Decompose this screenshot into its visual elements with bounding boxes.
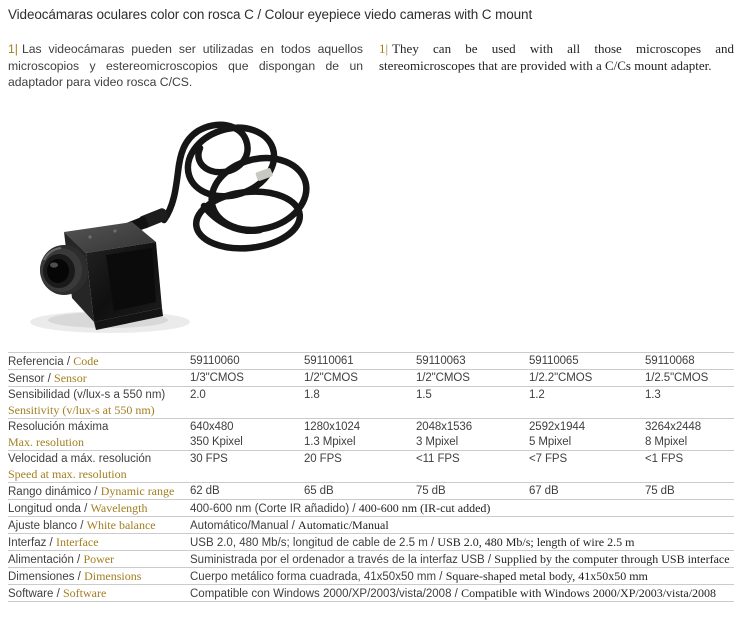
value-cell [190, 419, 304, 450]
row-value-wavelength [190, 500, 734, 517]
value-line-2: 1.3 Mpixel [304, 435, 356, 448]
value-cell: 67 dB [529, 484, 559, 497]
value-line-2: 350 Kpixel [190, 435, 243, 448]
value-cell: 65 dB [304, 484, 334, 497]
spec-row-dimensions [8, 568, 734, 585]
spec-row-speed [8, 451, 734, 483]
value-separator: / [484, 553, 495, 566]
label-es: Dimensiones [8, 570, 75, 583]
row-label-white-balance [8, 517, 190, 534]
label-en: White balance [86, 517, 156, 532]
intro-text-en: They can be used with all those microscopes and stereomicroscopes that are provided with a C/Cs mount adapter. [379, 41, 734, 73]
row-value-interface [190, 534, 734, 551]
value-line-1: 3264x2448 [645, 420, 702, 433]
label-separator: / [53, 587, 63, 600]
intro-paragraph-en [379, 41, 734, 91]
value-separator: / [436, 570, 446, 583]
label-separator: / [91, 485, 101, 498]
row-label-dimensions [8, 568, 190, 585]
row-label-software [8, 585, 190, 602]
label-es: Sensibilidad (v/lux-s a 550 nm) [8, 388, 166, 401]
label-separator: / [77, 519, 87, 532]
label-es: Resolución máxima [8, 420, 109, 433]
row-value-dimensions [190, 568, 734, 585]
value-separator: / [288, 519, 299, 532]
spec-row-dynamic-range [8, 483, 734, 500]
value-es: 400-600 nm (Corte IR añadido) [190, 502, 350, 515]
row-label-max-resolution [8, 419, 190, 450]
value-cell: 2.0 [190, 388, 206, 401]
camera-lens [40, 245, 88, 295]
value-line-1: 2592x1944 [529, 420, 586, 433]
paragraph-marker: 1| [8, 42, 18, 56]
camera-illustration [18, 110, 338, 348]
spec-row-max-resolution [8, 419, 734, 451]
row-value-power [190, 551, 734, 568]
value-cell: 75 dB [416, 484, 446, 497]
value-cell: 1/2"CMOS [416, 371, 470, 384]
label-en: Power [83, 551, 115, 566]
label-en: Dynamic range [100, 483, 175, 498]
value-cell: 1/3"CMOS [190, 371, 244, 384]
value-line-2: 8 Mpixel [645, 435, 688, 448]
row-label-dynamic-range [8, 483, 190, 500]
value-cell: <7 FPS [529, 452, 568, 465]
value-line-1: 1280x1024 [304, 420, 361, 433]
value-cell: 30 FPS [190, 452, 228, 465]
value-cell: 62 dB [190, 484, 220, 497]
label-en: Dimensions [84, 568, 142, 583]
label-es: Longitud onda [8, 502, 81, 515]
label-es: Interfaz [8, 536, 47, 549]
spec-row-power [8, 551, 734, 568]
value-cell: 75 dB [645, 484, 675, 497]
spec-row-software [8, 585, 734, 602]
value-es: Suministrada por el ordenador a través de la interfaz USB [190, 553, 485, 566]
label-en: Sensitivity (v/lux-s at 550 nm) [8, 402, 155, 417]
label-en: Speed at max. resolution [8, 466, 127, 481]
label-separator: / [46, 536, 56, 549]
spec-row-code [8, 353, 734, 370]
value-en: Compatible with Windows 2000/XP/2003/vista/2008 [461, 585, 717, 600]
value-line-2: 3 Mpixel [416, 435, 459, 448]
value-en: Supplied by the computer through USB interface [494, 551, 730, 566]
value-cell: 20 FPS [304, 452, 342, 465]
value-cell: 59110060 [190, 354, 240, 367]
spec-row-wavelength [8, 500, 734, 517]
spec-row-interface [8, 534, 734, 551]
value-cell: 1/2.5"CMOS [645, 371, 709, 384]
camera-photo [18, 110, 338, 348]
label-separator: / [63, 355, 74, 368]
usb-cable [164, 117, 314, 253]
value-cell: 59110061 [304, 354, 354, 367]
page-title: Videocámaras oculares color con rosca C / Colour eyepiece viedo cameras with C mount [8, 7, 533, 22]
value-cell: 59110063 [416, 354, 466, 367]
row-label-wavelength [8, 500, 190, 517]
value-separator: / [349, 502, 359, 515]
value-cell: 1/2"CMOS [304, 371, 358, 384]
value-line-1: 2048x1536 [416, 420, 473, 433]
row-label-sensor [8, 370, 190, 387]
value-cell [529, 419, 645, 450]
row-label-code [8, 353, 190, 370]
value-cell: 1.3 [645, 388, 661, 401]
label-es: Referencia [8, 355, 64, 368]
value-en: Automatic/Manual [298, 517, 389, 532]
label-es: Velocidad a máx. resolución [8, 452, 152, 465]
value-cell: 59110065 [529, 354, 579, 367]
value-cell: 1.5 [416, 388, 432, 401]
value-cell [416, 419, 529, 450]
row-value-software [190, 585, 734, 602]
paragraph-marker: 1| [379, 41, 389, 56]
value-cell: <1 FPS [645, 452, 684, 465]
value-es: Automático/Manual [190, 519, 289, 532]
label-es: Ajuste blanco [8, 519, 78, 532]
value-cell: 1.8 [304, 388, 320, 401]
value-es: USB 2.0, 480 Mb/s; longitud de cable de 2.5 m [190, 536, 428, 549]
label-en: Max. resolution [8, 434, 84, 449]
row-label-power [8, 551, 190, 568]
value-cell: 1.2 [529, 388, 545, 401]
spec-table [8, 352, 734, 602]
intro-paragraph-es [8, 41, 363, 91]
value-cell: 1/2.2"CMOS [529, 371, 593, 384]
label-en: Sensor [54, 370, 87, 385]
value-cell: <11 FPS [416, 452, 460, 465]
spec-row-sensitivity [8, 387, 734, 419]
label-es: Sensor [8, 372, 45, 385]
value-cell: 59110068 [645, 354, 695, 367]
spec-row-white-balance [8, 517, 734, 534]
value-es: Compatible con Windows 2000/XP/2003/vista/2008 [190, 587, 452, 600]
label-en: Software [62, 585, 107, 600]
value-separator: / [451, 587, 462, 600]
label-separator: / [44, 372, 55, 385]
value-line-1: 640x480 [190, 420, 234, 433]
intro-text-es: Las videocámaras pueden ser utilizadas en todos aquellos microscopios y estereomicroscopios que dispongan de un adaptador para video rosca C/CS. [8, 42, 363, 89]
row-value-white-balance [190, 517, 734, 534]
label-separator: / [80, 502, 91, 515]
spec-row-sensor [8, 370, 734, 387]
value-es: Cuerpo metálico forma cuadrada, 41x50x50 mm [190, 570, 437, 583]
value-en: Square-shaped metal body, 41x50x50 mm [445, 568, 648, 583]
intro-paragraphs [8, 41, 735, 91]
label-en: Wavelength [90, 500, 148, 515]
row-label-interface [8, 534, 190, 551]
label-en: Interface [55, 534, 99, 549]
value-separator: / [427, 536, 438, 549]
value-en: USB 2.0, 480 Mb/s; length of wire 2.5 m [437, 534, 635, 549]
label-es: Rango dinámico [8, 485, 92, 498]
value-line-2: 5 Mpixel [529, 435, 572, 448]
label-separator: / [73, 553, 84, 566]
value-cell [304, 419, 416, 450]
label-en: Code [73, 353, 99, 368]
row-label-speed [8, 451, 190, 482]
label-separator: / [74, 570, 85, 583]
value-cell [645, 419, 734, 450]
label-es: Software [8, 587, 54, 600]
value-en: 400-600 nm (IR-cut added) [358, 500, 491, 515]
row-label-sensitivity [8, 387, 190, 418]
label-es: Alimentación [8, 553, 74, 566]
